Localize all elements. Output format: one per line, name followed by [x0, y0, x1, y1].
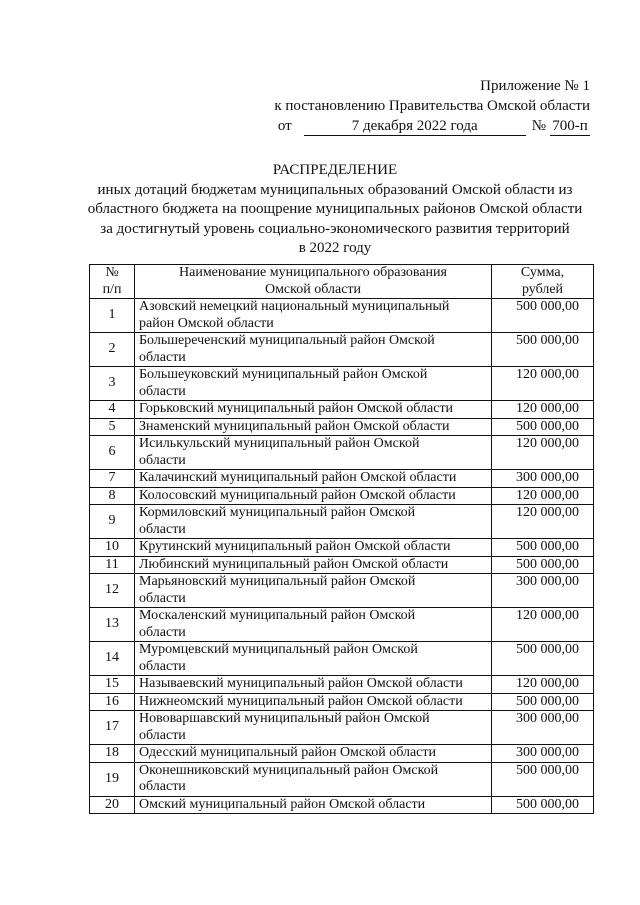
title-line: областного бюджета на поощрение муниципальных районов Омской области: [87, 201, 583, 217]
district-name: [135, 745, 492, 763]
row-number: 18: [90, 745, 135, 763]
subsidy-amount: 500 000,00: [492, 556, 594, 574]
subsidy-amount: 120 000,00: [492, 487, 594, 505]
table-row: [90, 556, 594, 574]
subsidy-amount: 500 000,00: [492, 796, 594, 814]
header-name: Наименование муниципального образования Омской области: [135, 265, 492, 299]
row-number: 8: [90, 487, 135, 505]
appendix-block: [274, 76, 590, 136]
table-row: [90, 574, 594, 608]
district-name: [135, 556, 492, 574]
district-name: [135, 505, 492, 539]
district-name-line: Знаменский муниципальный район Омской области: [139, 418, 450, 434]
district-name-line: Горьковский муниципальный район Омской области: [139, 401, 454, 416]
table-row: [90, 762, 594, 796]
row-number: 14: [90, 642, 135, 676]
subsidy-amount: 300 000,00: [492, 470, 594, 488]
row-number: 10: [90, 539, 135, 557]
table-body: [90, 299, 594, 814]
row-number: 20: [90, 796, 135, 814]
table-row: [90, 436, 594, 470]
title-line: в 2022 году: [298, 240, 372, 256]
row-number: 5: [90, 418, 135, 436]
row-number: 19: [90, 762, 135, 796]
table-row: [90, 367, 594, 401]
district-name: [135, 436, 492, 470]
table-row: [90, 796, 594, 814]
district-name-line: области: [139, 779, 186, 794]
district-name-line: Большеуковский муниципальный район Омской: [139, 367, 428, 382]
row-number: 1: [90, 299, 135, 333]
district-name: [135, 762, 492, 796]
district-name: [135, 608, 492, 642]
district-name: [135, 299, 492, 333]
district-name-line: Оконешниковский муниципальный район Омской: [139, 762, 439, 778]
row-number: 9: [90, 505, 135, 539]
district-name-line: Марьяновский муниципальный район Омской: [139, 574, 416, 589]
district-name-line: район Омской области: [139, 315, 274, 331]
subsidy-amount: 120 000,00: [492, 676, 594, 694]
table-row: [90, 299, 594, 333]
district-name-line: Колосовский муниципальный район Омской области: [139, 487, 456, 503]
header-num: № п/п: [90, 265, 135, 299]
document-title: [60, 161, 610, 259]
district-name-line: Москаленский муниципальный район Омской: [139, 608, 416, 623]
row-number: 6: [90, 436, 135, 470]
table-row: [90, 505, 594, 539]
table-row: [90, 608, 594, 642]
table-row: [90, 676, 594, 694]
district-name: [135, 487, 492, 505]
row-number: 11: [90, 556, 135, 574]
appendix-reference: к постановлению Правительства Омской области: [274, 98, 590, 114]
district-name-line: Нововаршавский муниципальный район Омской: [139, 711, 430, 726]
subsidy-amount: 500 000,00: [492, 418, 594, 436]
subsidy-amount: 300 000,00: [492, 574, 594, 608]
district-name: [135, 470, 492, 488]
district-name-line: Муромцевский муниципальный район Омской: [139, 642, 418, 657]
table-row: [90, 745, 594, 763]
district-name-line: Омский муниципальный район Омской области: [139, 796, 426, 812]
row-number: 2: [90, 333, 135, 367]
district-name-line: Любинский муниципальный район Омской области: [139, 556, 449, 572]
subsidy-amount: 120 000,00: [492, 367, 594, 401]
subsidy-amount: 300 000,00: [492, 711, 594, 745]
decree-date: 7 декабря 2022 года: [304, 118, 526, 136]
district-name-line: области: [139, 624, 186, 640]
subsidy-amount: 120 000,00: [492, 608, 594, 642]
row-number: 7: [90, 470, 135, 488]
district-name-line: области: [139, 383, 186, 399]
district-name-line: Кормиловский муниципальный район Омской: [139, 505, 416, 520]
district-name: [135, 693, 492, 711]
subsidy-amount: 500 000,00: [492, 642, 594, 676]
subsidy-amount: 500 000,00: [492, 333, 594, 367]
subsidy-amount: 120 000,00: [492, 401, 594, 419]
from-label: от: [277, 118, 292, 134]
district-name: [135, 796, 492, 814]
district-name-line: Исилькульский муниципальный район Омской: [139, 436, 420, 451]
district-name-line: области: [139, 658, 186, 674]
title-line: иных дотаций бюджетам муниципальных образований Омской области из: [97, 181, 573, 198]
district-name-line: Одесский муниципальный район Омской области: [139, 745, 437, 760]
decree-number: 700-п: [550, 118, 590, 136]
table-row: [90, 711, 594, 745]
district-name: [135, 676, 492, 694]
district-name: [135, 367, 492, 401]
header-sum: Сумма, рублей: [492, 265, 594, 299]
subsidy-amount: 120 000,00: [492, 505, 594, 539]
row-number: 4: [90, 401, 135, 419]
district-name-line: Калачинский муниципальный район Омской области: [139, 470, 457, 485]
title-heading: РАСПРЕДЕЛЕНИЕ: [272, 162, 398, 178]
district-name: [135, 333, 492, 367]
subsidy-amount: 500 000,00: [492, 539, 594, 557]
district-name-line: Называевский муниципальный район Омской области: [139, 676, 463, 691]
district-name: [135, 711, 492, 745]
subsidy-amount: 500 000,00: [492, 299, 594, 333]
district-name-line: Крутинский муниципальный район Омской области: [139, 539, 451, 554]
district-name: [135, 418, 492, 436]
subsidy-amount: 500 000,00: [492, 762, 594, 796]
row-number: 12: [90, 574, 135, 608]
table-header-row: [90, 265, 594, 299]
table-row: [90, 333, 594, 367]
number-label: №: [531, 118, 546, 134]
row-number: 13: [90, 608, 135, 642]
row-number: 16: [90, 693, 135, 711]
table-row: [90, 418, 594, 436]
table-row: [90, 470, 594, 488]
appendix-date-line: [274, 116, 590, 136]
subsidy-amount: 120 000,00: [492, 436, 594, 470]
district-name-line: области: [139, 590, 186, 606]
table-row: [90, 487, 594, 505]
district-name: [135, 401, 492, 419]
district-name-line: Большереченский муниципальный район Омской: [139, 333, 435, 348]
district-name: [135, 539, 492, 557]
district-name: [135, 574, 492, 608]
row-number: 3: [90, 367, 135, 401]
district-name-line: области: [139, 452, 186, 468]
district-name: [135, 642, 492, 676]
distribution-table: [89, 264, 594, 814]
table-row: [90, 642, 594, 676]
row-number: 15: [90, 676, 135, 694]
subsidy-amount: 300 000,00: [492, 745, 594, 763]
district-name-line: области: [139, 521, 186, 537]
title-line: за достигнутый уровень социально-экономического развития территорий: [100, 220, 570, 237]
district-name-line: Нижнеомский муниципальный район Омской области: [139, 693, 463, 709]
table-row: [90, 693, 594, 711]
table-row: [90, 401, 594, 419]
district-name-line: области: [139, 349, 186, 365]
row-number: 17: [90, 711, 135, 745]
table-row: [90, 539, 594, 557]
subsidy-amount: 500 000,00: [492, 693, 594, 711]
district-name-line: области: [139, 727, 186, 743]
district-name-line: Азовский немецкий национальный муниципальный: [139, 299, 450, 314]
appendix-title: Приложение № 1: [480, 78, 590, 94]
